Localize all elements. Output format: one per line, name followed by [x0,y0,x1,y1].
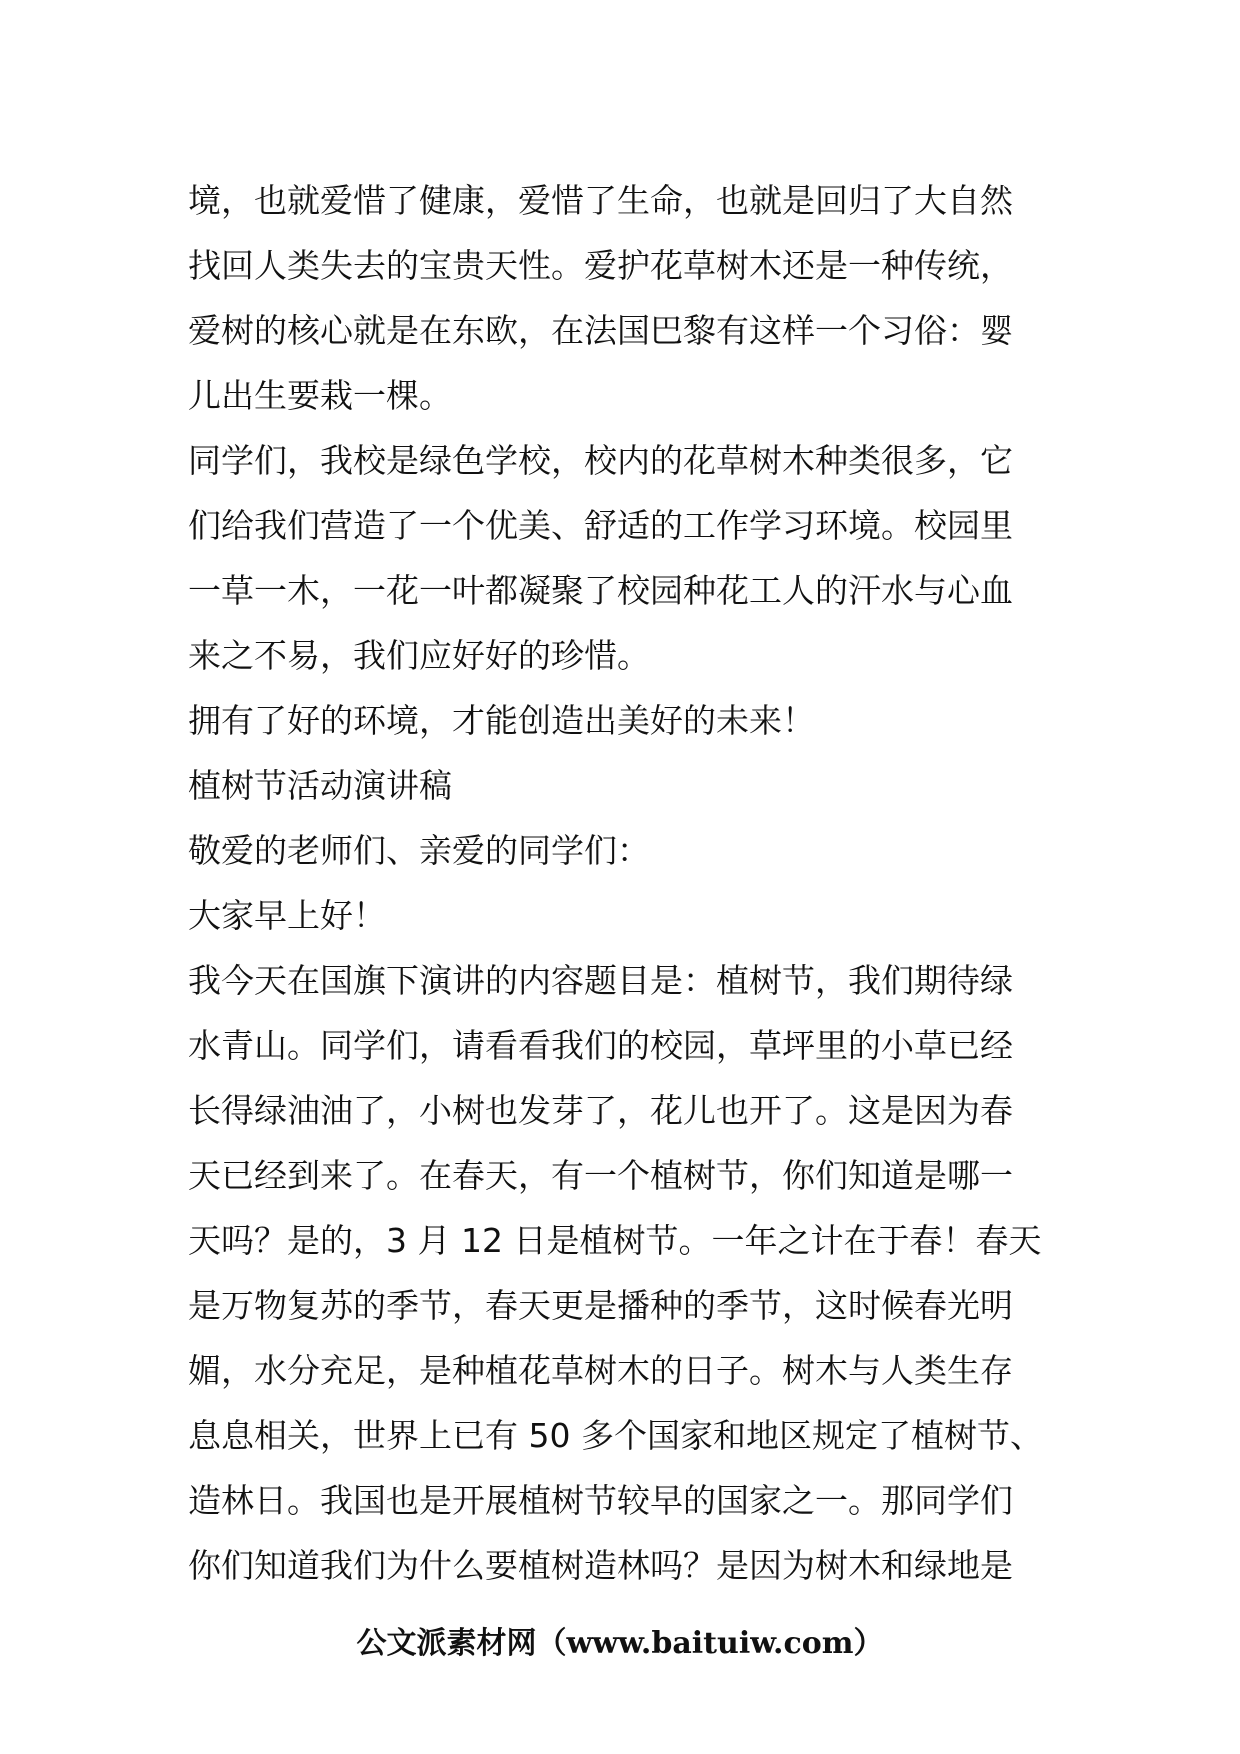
text-line: 你们知道我们为什么要植树造林吗？是因为树木和绿地是 [188,1546,1013,1585]
salutation: 敬爱的老师们、亲爱的同学们： [188,831,650,870]
footer-watermark: 公文派素材网（www.baituiw.com） [356,1626,884,1661]
text-line: 境，也就爱惜了健康，爱惜了生命，也就是回归了大自然 [188,181,1013,220]
text-line: 息息相关，世界上已有 50 多个国家和地区规定了植树节、 [188,1416,1043,1455]
text-line: 我今天在国旗下演讲的内容题目是：植树节，我们期待绿 [188,961,1013,1000]
text-line: 天已经到来了。在春天，有一个植树节，你们知道是哪一 [188,1156,1013,1195]
text-line: 拥有了好的环境，才能创造出美好的未来！ [188,701,815,740]
text-line: 来之不易，我们应好好的珍惜。 [188,636,650,675]
text-line: 媚，水分充足，是种植花草树木的日子。树木与人类生存 [188,1351,1013,1390]
text-line: 找回人类失去的宝贵天性。爱护花草树木还是一种传统， [188,246,1013,285]
greeting: 大家早上好！ [188,896,386,935]
text-line: 一草一木，一花一叶都凝聚了校园种花工人的汗水与心血 [188,571,1013,610]
text-line: 造林日。我国也是开展植树节较早的国家之一。那同学们 [188,1481,1013,1520]
text-line: 长得绿油油了，小树也发芽了，花儿也开了。这是因为春 [188,1091,1013,1130]
section-title: 植树节活动演讲稿 [188,766,452,805]
text-line: 们给我们营造了一个优美、舒适的工作学习环境。校园里 [188,506,1013,545]
text-line: 爱树的核心就是在东欧，在法国巴黎有这样一个习俗：婴 [188,311,1013,350]
text-line: 儿出生要栽一棵。 [188,376,452,415]
text-line: 是万物复苏的季节，春天更是播种的季节，这时候春光明 [188,1286,1013,1325]
text-line: 天吗？是的，3 月 12 日是植树节。一年之计在于春！春天 [188,1221,1042,1260]
document-body [188,168,1068,1598]
text-line: 同学们，我校是绿色学校，校内的花草树木种类很多，它 [188,441,1013,480]
text-line: 水青山。同学们，请看看我们的校园，草坪里的小草已经 [188,1026,1013,1065]
